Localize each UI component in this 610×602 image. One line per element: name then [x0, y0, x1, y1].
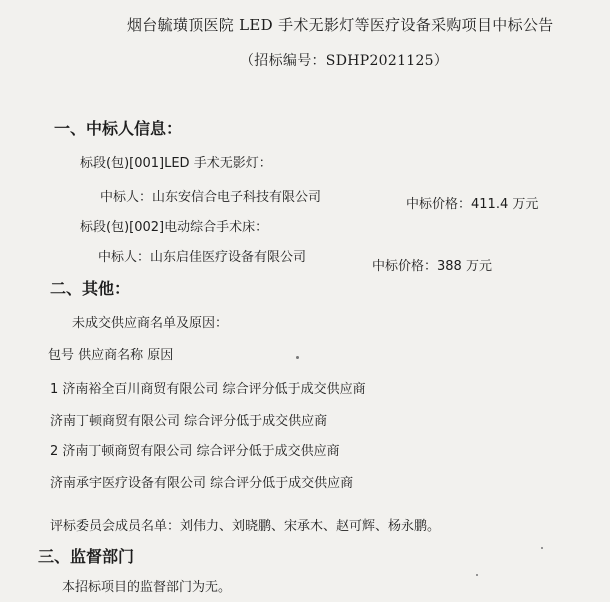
row-supplier: 济南丁顿商贸有限公司 [62, 444, 193, 459]
section-heading-winners: 一、中标人信息： [54, 119, 183, 138]
section-heading-supervision: 三、监督部门 [38, 547, 135, 566]
lot-1-price: 411.4 万元 [471, 197, 539, 212]
table-header: 包号 供应商名称 原因 [48, 348, 174, 363]
lot-2-winner-row [98, 246, 306, 265]
lot-2-label: 标段(包)[002]电动综合手术床： [80, 220, 269, 235]
row-reason: 综合评分低于成交供应商 [196, 444, 340, 459]
supervision-text: 本招标项目的监督部门为无。 [62, 580, 232, 595]
document-title: 烟台毓璜顶医院 LED 手术无影灯等医疗设备采购项目中标公告 [127, 16, 554, 34]
table-row [50, 440, 340, 459]
section-heading-other: 二、其他： [50, 279, 131, 298]
lot-2-winner: 山东启佳医疗设备有限公司 [150, 250, 307, 265]
lot-2-price: 388 万元 [437, 259, 492, 274]
lot-1-label: 标段(包)[001]LED 手术无影灯： [80, 156, 272, 171]
scan-speck [541, 547, 543, 549]
lot-1-winner: 山东安信合电子科技有限公司 [152, 190, 322, 205]
row-reason: 综合评分低于成交供应商 [210, 476, 354, 491]
unsuccessful-intro: 未成交供应商名单及原因： [72, 316, 229, 331]
tender-number: （招标编号：SDHP2021125） [240, 53, 449, 69]
row-supplier: 济南丁顿商贸有限公司 [50, 414, 181, 429]
lot-1-winner-row [100, 186, 321, 205]
row-supplier: 济南承宇医疗设备有限公司 [50, 476, 207, 491]
row-lot: 1 [50, 382, 59, 397]
row-reason: 综合评分低于成交供应商 [222, 382, 366, 397]
scan-speck [296, 356, 299, 359]
row-reason: 综合评分低于成交供应商 [184, 414, 328, 429]
lot-1-price-row [406, 193, 538, 212]
row-supplier: 济南裕全百川商贸有限公司 [62, 382, 219, 397]
lot-1-winner-label: 中标人： [100, 190, 153, 205]
lot-2-price-label: 中标价格： [372, 259, 438, 274]
table-row [50, 410, 327, 429]
table-row [50, 378, 366, 397]
lot-2-price-row [372, 255, 492, 274]
row-lot: 2 [50, 444, 59, 459]
lot-1-price-label: 中标价格： [406, 197, 472, 212]
committee-members: 评标委员会成员名单：刘伟力、刘晓鹏、宋承木、赵可辉、杨永鹏。 [50, 519, 441, 534]
lot-2-winner-label: 中标人： [98, 250, 151, 265]
scan-speck [476, 574, 478, 576]
table-row [50, 472, 353, 491]
